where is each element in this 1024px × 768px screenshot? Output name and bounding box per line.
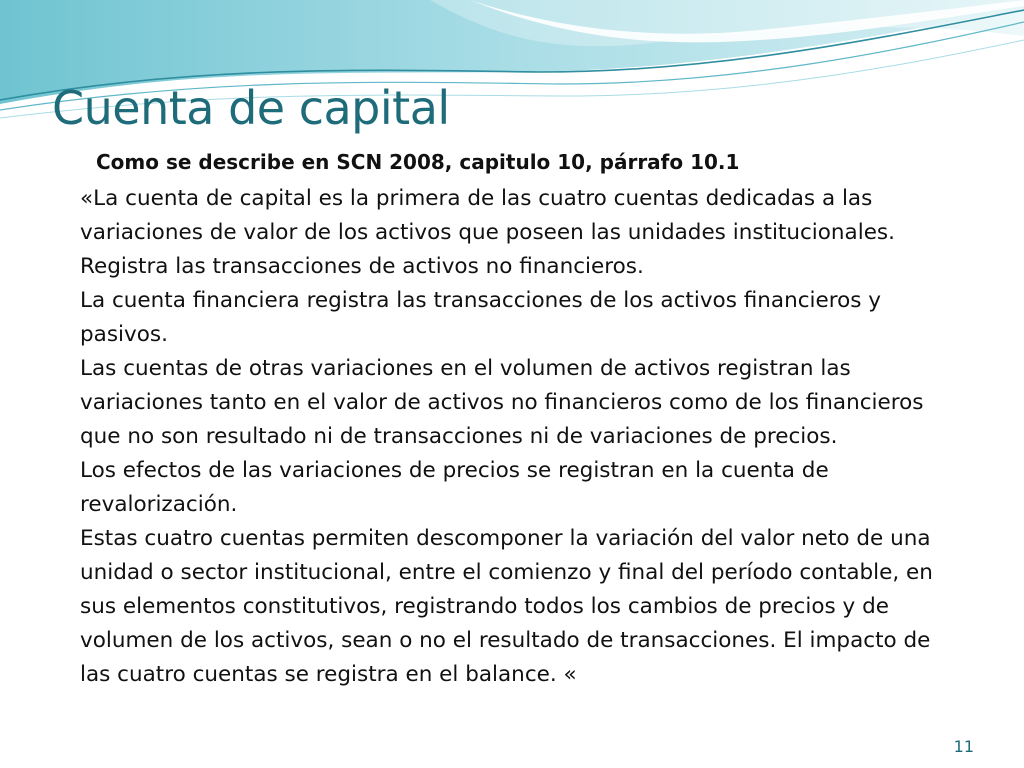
quote-body: [80, 182, 950, 692]
paragraph-financial-account: La cuenta financiera registra las transacciones de los activos financieros y pasivos.: [80, 288, 882, 347]
slide-title: Cuenta de capital: [52, 81, 450, 135]
paragraph-four-accounts: Estas cuatro cuentas permiten descomponer la variación del valor neto de una unidad o sector institucional, entre el comienzo y final del período contable, en sus elementos constitutivos, registrando todos los cambios de precios y de volumen de los activos, sean o no el resultado de transacciones. El impacto de las cuatro cuentas se registra en el balance. «: [80, 526, 933, 687]
page-number: 11: [953, 737, 974, 756]
slide-subtitle: Como se describe en SCN 2008, capitulo 10, párrafo 10.1: [96, 150, 740, 174]
paragraph-other-changes: Las cuentas de otras variaciones en el volumen de activos registran las variaciones tanto en el valor de activos no financieros como de los financieros que no son resultado ni de transacciones ni de variaciones de precios.: [80, 356, 924, 449]
paragraph-revaluation: Los efectos de las variaciones de precios se registran en la cuenta de revalorización.: [80, 458, 829, 517]
paragraph-capital-account: «La cuenta de capital es la primera de las cuatro cuentas dedicadas a las variaciones de valor de los activos que poseen las unidades institucionales. Registra las transacciones de activos no financieros.: [80, 186, 895, 279]
